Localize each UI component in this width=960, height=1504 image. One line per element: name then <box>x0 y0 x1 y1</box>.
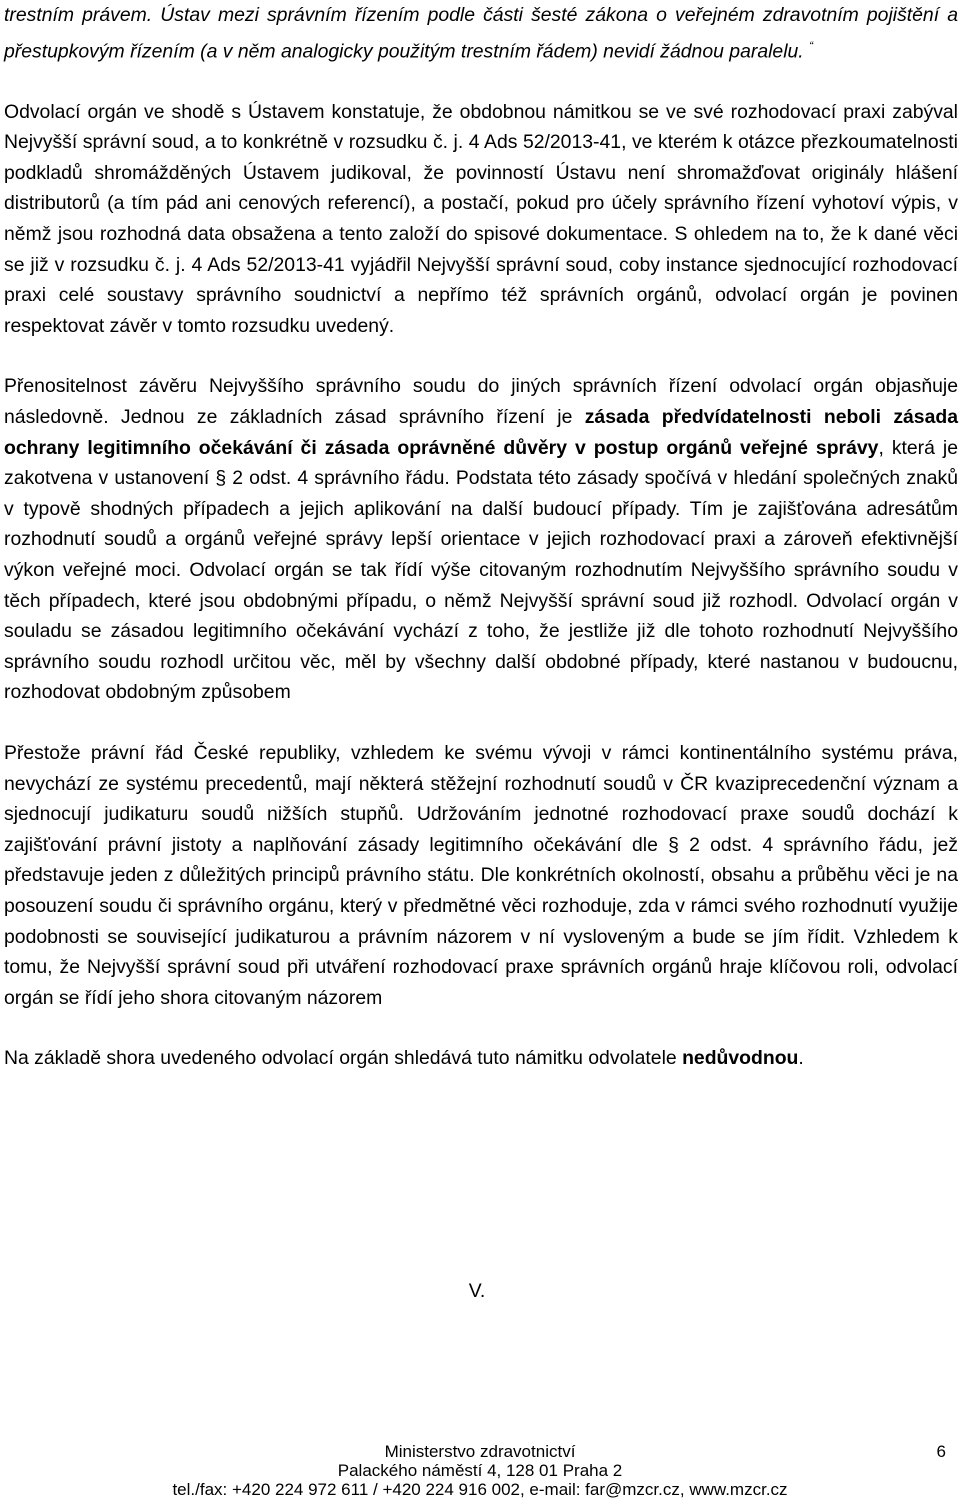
page-number: 6 <box>936 1442 946 1461</box>
section-heading: V. <box>468 1280 486 1302</box>
document-body <box>4 0 958 1074</box>
page-footer <box>0 1442 960 1499</box>
quote-mark: “ <box>809 38 814 53</box>
paragraph-intro-text: trestním právem. Ústav mezi správním řízením podle části šesté zákona o veřejném zdravotním pojištění a přestupkovým řízením (a v něm analogicky použitým trestním řádem) nevidí žádnou paralelu. <box>4 4 958 63</box>
paragraph-2 <box>4 371 958 708</box>
paragraph-conclusion <box>4 1043 958 1074</box>
conclusion-verdict: nedůvodnou <box>682 1047 799 1070</box>
principle-emphasis: zásada předvídatelnosti neboli zásada ochrany legitimního očekávání či zásada oprávněné důvěry v postup orgánů veřejné správy <box>4 406 958 459</box>
footer-ministry: Ministerstvo zdravotnictví <box>384 1442 576 1461</box>
footer-contact: tel./fax: +420 224 972 611 / +420 224 916 002, e-mail: far@mzcr.cz, www.mzcr.cz <box>172 1480 788 1499</box>
conclusion-text: Na základě shora uvedeného odvolací orgán shledává tuto námitku odvolatele <box>4 1047 683 1070</box>
paragraph-2-text-c: , která je zakotvena v ustanovení § 2 odst. 4 správního řádu. Podstata této zásady spočívá v hledání společných znaků v typově shodných případech a jejich aplikování na další budoucí případy. Tím je zajišťována adresátům rozhodnutí soudů a orgánů veřejné správy lepší orientace v jejich rozhodovací praxi a zároveň efektivnější výkon veřejné moci. Odvolací orgán se tak řídí výše citovaným rozhodnutím Nejvyššího správního soudu v těch případech, které jsou obdobnými případu, o němž Nejvyšší správní soud již rozhodl. Odvolací orgán v souladu se zásadou legitimního očekávání vychází z toho, že jestliže již dle tohoto rozhodnutí Nejvyššího správního soudu rozhodl určitou věc, měl by všechny další obdobné případy, které nastanou v budoucnu, rozhodovat obdobným způsobem <box>4 436 958 704</box>
paragraph-1: Odvolací orgán ve shodě s Ústavem konstatuje, že obdobnou námitkou se ve své rozhodovací praxi zabýval Nejvyšší správní soud, a to konkrétně v rozsudku č. j. 4 Ads 52/2013-41, ve kterém k otázce přezkoumatelnosti podkladů shromážděných Ústavem judikoval, že povinností Ústavu není shromažďovat originály hlášení distributorů (a tím pád ani cenových referencí), a postačí, pokud pro účely správního řízení vyhotoví výpis, v němž jsou rozhodná data obsažena a tento založí do spisové dokumentace. S ohledem na to, že k dané věci se již v rozsudku č. j. 4 Ads 52/2013-41 vyjádřil Nejvyšší správní soud, coby instance sjednocující rozhodovací praxi celé soustavy správního soudnictví a nepřímo též správních orgánů, odvolací orgán je povinen respektovat závěr v tomto rozsudku uvedený. <box>4 100 958 337</box>
paragraph-2-text-a: Přenositelnost závěru Nejvyššího správního soudu do jiných správních řízení odvolací orgán objasňuje následovně. Jednou ze základních zásad správního řízení je <box>4 375 958 428</box>
paragraph-intro <box>4 0 958 67</box>
paragraph-3: Přestože právní řád České republiky, vzhledem ke svému vývoji v rámci kontinentálního systému práva, nevychází ze systému precedentů, mají některá stěžejní rozhodnutí soudů v ČR kvaziprecedenční význam a sjednocují judikaturu soudů nižších stupňů. Udržováním jednotné rozhodovací praxe soudů dochází k zajišťování právní jistoty a naplňování zásady legitimního očekávání dle § 2 odst. 4 správního řádu, jež představuje jeden z důležitých principů právního státu. Dle konkrétních okolností, obsahu a průběhu věci je na posouzení soudu či správního orgánu, který v předmětné věci rozhoduje, zda v rámci svého rozhodnutí využije podobnosti se související judikaturou a právním názorem v ní vysloveným a bude se jím řídit. Vzhledem k tomu, že Nejvyšší správní soud při utváření rozhodovací praxe správních orgánů hraje klíčovou roli, odvolací orgán se řídí jeho shora citovaným názorem <box>4 741 958 1009</box>
footer-address: Palackého náměstí 4, 128 01 Praha 2 <box>337 1461 623 1480</box>
conclusion-period: . <box>798 1047 804 1070</box>
